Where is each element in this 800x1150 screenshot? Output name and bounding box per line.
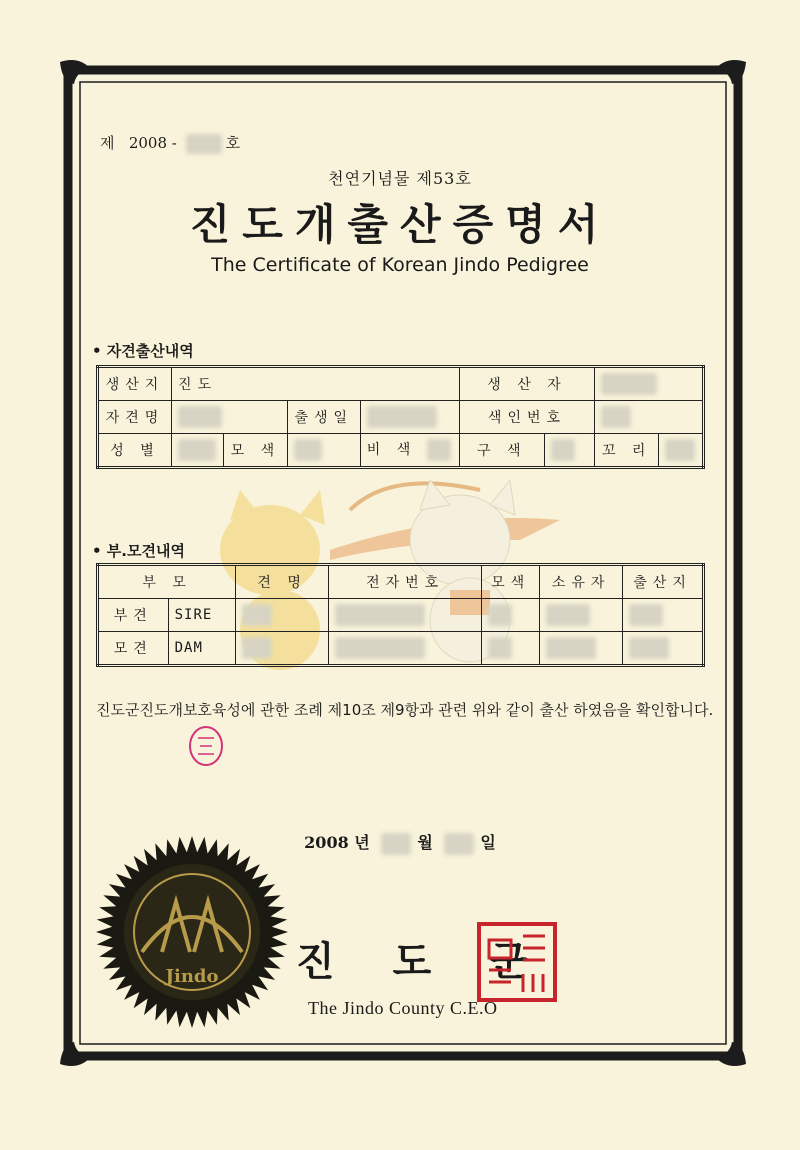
- monument-label: 천연기념물 제53호: [328, 169, 472, 188]
- nose-color-cell: [360, 434, 459, 468]
- puppy-name-label: 자견명: [98, 401, 172, 434]
- sire-name: [236, 599, 329, 632]
- col-header-parent: 부 모: [98, 565, 236, 599]
- confirmation-statement: 진도군진도개보호육성에 관한 조례 제10조 제9항과 관련 위와 같이 출산 하였음을 확인합니다.: [96, 701, 714, 719]
- dam-birthplace: [623, 632, 704, 666]
- col-header-name: 견 명: [236, 565, 329, 599]
- section-heading-puppy: • 자견출산내역: [92, 342, 194, 360]
- breeder-label: 생 산 자: [459, 367, 595, 401]
- date-year: 2008 년: [304, 833, 370, 852]
- cert-prefix: 제: [100, 134, 115, 152]
- sire-tag: SIRE: [168, 599, 236, 632]
- dam-name: [236, 632, 329, 666]
- parents-table: [96, 563, 705, 667]
- dam-owner: [540, 632, 623, 666]
- section-heading-parents: • 부.모견내역: [92, 542, 185, 560]
- redacted-month: [381, 833, 411, 855]
- dam-coat: [482, 632, 540, 666]
- personal-seal-stamp: [186, 724, 226, 768]
- dam-tag: DAM: [168, 632, 236, 666]
- issuer-county: 진 도 군: [296, 939, 550, 985]
- birthplace-value: 진도: [172, 367, 460, 401]
- birth-date-label: 출생일: [287, 401, 360, 434]
- tail-label: 꼬 리: [595, 434, 659, 468]
- dam-chip-no: [329, 632, 482, 666]
- sire-role: 부견: [98, 599, 169, 632]
- table-header-row: [98, 565, 704, 599]
- puppy-info-table: [96, 365, 705, 469]
- tail-value: [659, 434, 704, 468]
- table-row: [98, 401, 704, 434]
- index-no-value: [595, 401, 704, 434]
- gold-seal-text: Jindo: [165, 966, 219, 987]
- sex-label: 성 별: [98, 434, 172, 468]
- dam-role: 모견: [98, 632, 169, 666]
- certificate-number: [100, 132, 240, 154]
- redacted-number: [186, 134, 222, 154]
- cert-year: 2008 -: [128, 134, 177, 152]
- gold-foil-seal: [92, 832, 292, 1032]
- coat-color-label: 모 색: [224, 434, 288, 468]
- sire-birthplace: [623, 599, 704, 632]
- birth-date-value: [360, 401, 459, 434]
- official-red-seal: [475, 920, 559, 1004]
- date-month-label: 월: [417, 833, 433, 852]
- page-title: 진도개출산증명서: [189, 200, 611, 249]
- table-row: [98, 434, 704, 468]
- sire-owner: [540, 599, 623, 632]
- col-header-chip-no: 전자번호: [329, 565, 482, 599]
- sex-value: [172, 434, 224, 468]
- redacted-day: [444, 833, 474, 855]
- sire-chip-no: [329, 599, 482, 632]
- issuer-ceo: The Jindo County C.E.O: [308, 998, 498, 1018]
- sire-coat: [482, 599, 540, 632]
- puppy-name-value: [172, 401, 288, 434]
- cert-suffix: 호: [225, 134, 241, 152]
- mouth-color-value: [544, 434, 594, 468]
- col-header-coat: 모색: [482, 565, 540, 599]
- table-row: [98, 599, 704, 632]
- nose-color-label: 비 색: [366, 442, 417, 458]
- mouth-color-label: 구 색: [459, 434, 544, 468]
- page-subtitle: The Certificate of Korean Jindo Pedigree: [211, 254, 589, 276]
- breeder-value: [595, 367, 704, 401]
- col-header-birthplace: 출산지: [623, 565, 704, 599]
- birthplace-label: 생산지: [98, 367, 172, 401]
- table-row: [98, 632, 704, 666]
- date-day-label: 일: [480, 833, 496, 852]
- index-no-label: 색인번호: [459, 401, 595, 434]
- col-header-owner: 소유자: [540, 565, 623, 599]
- coat-color-value: [287, 434, 360, 468]
- table-row: [98, 367, 704, 401]
